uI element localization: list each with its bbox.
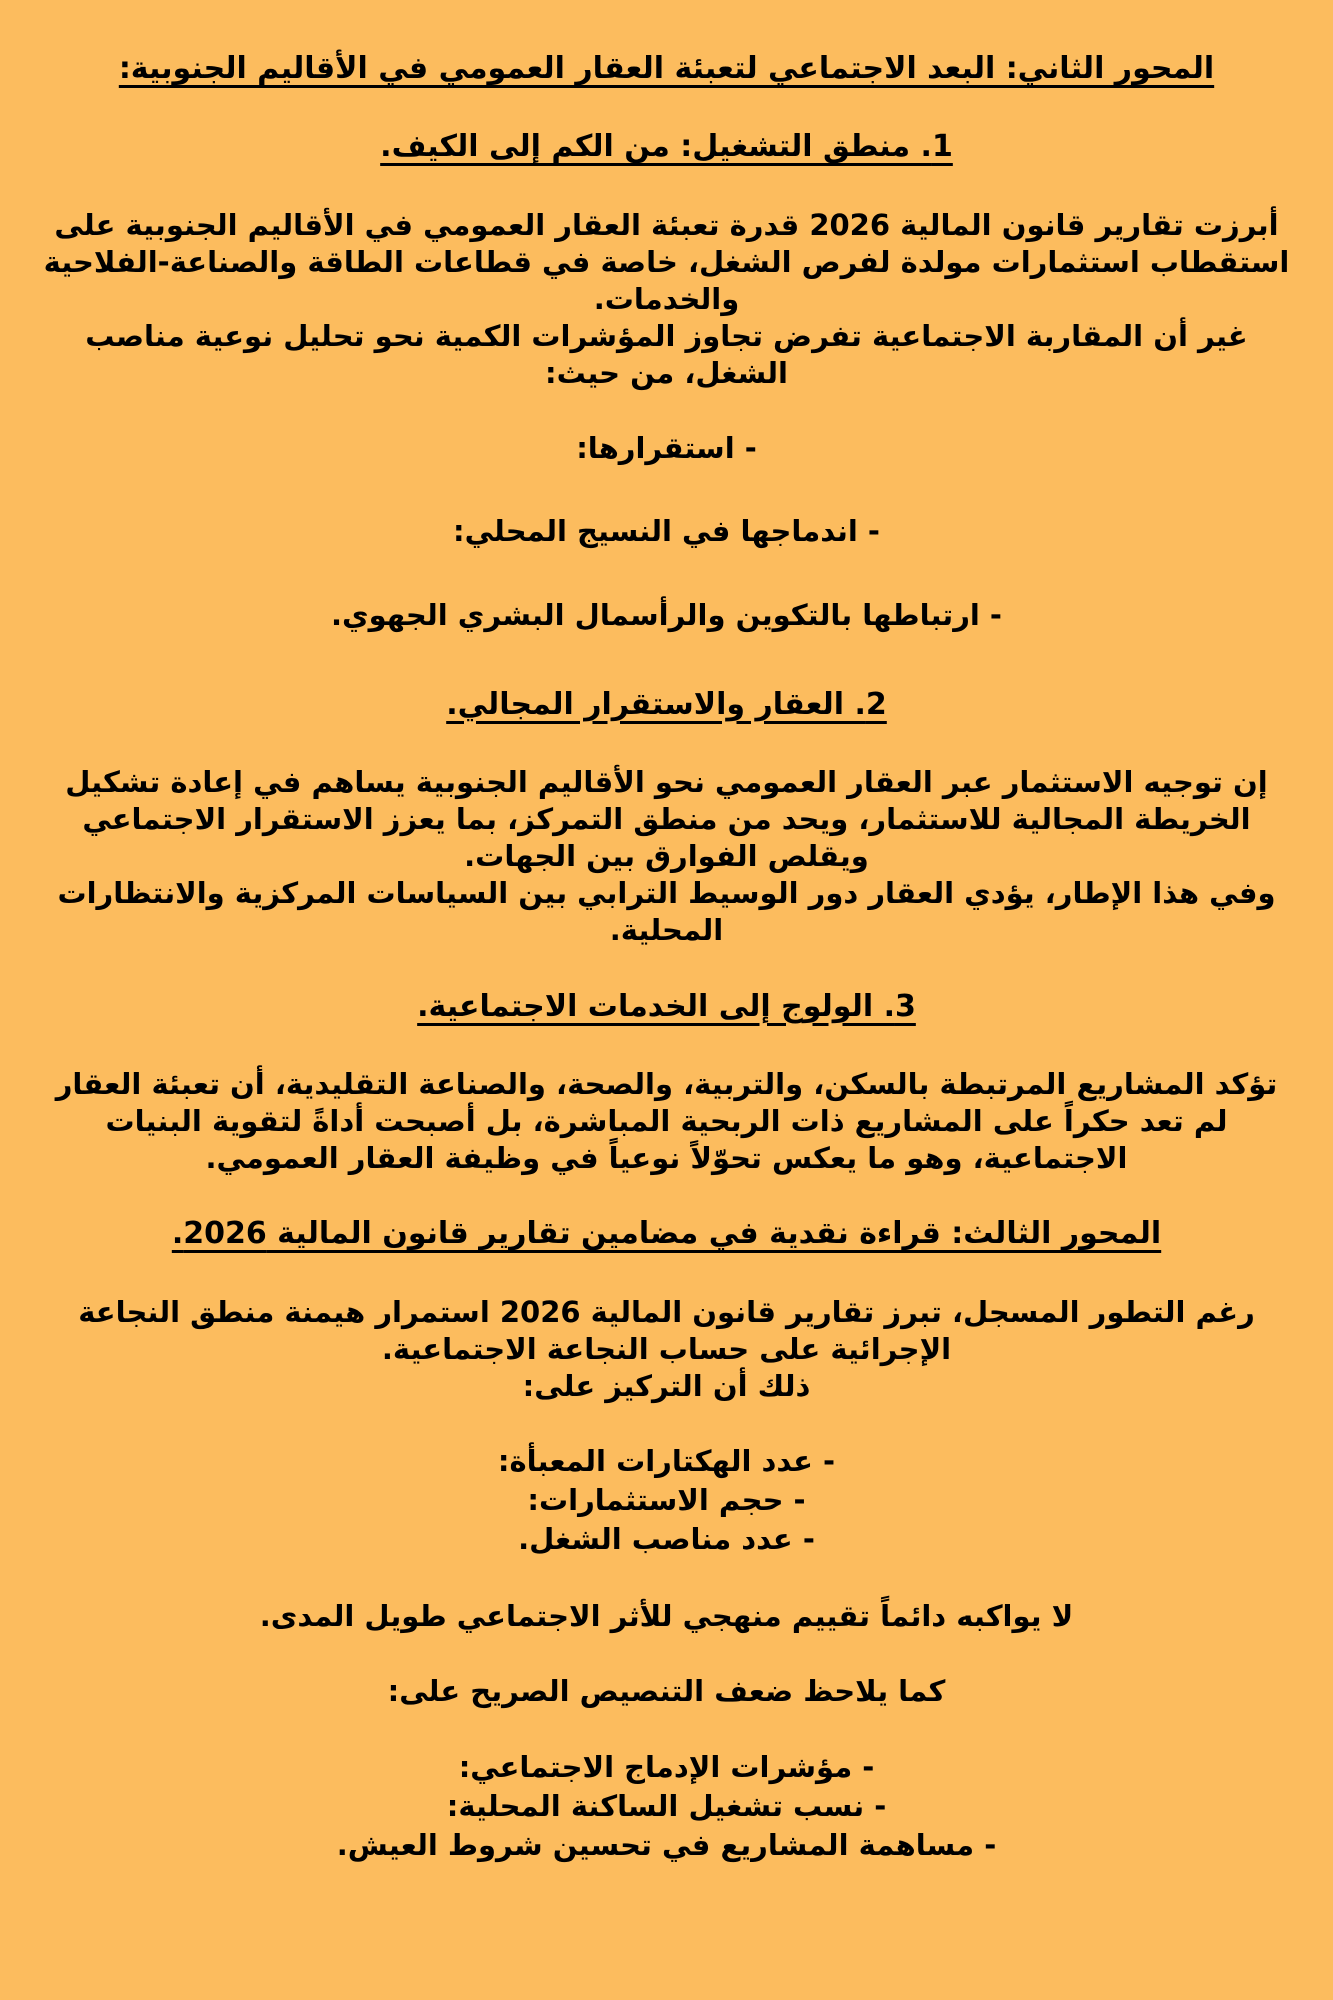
axis2-stability-paragraph (42, 764, 1291, 950)
axis3-heading: المحور الثالث: قراءة نقدية في مضامين تقارير قانون المالية 2026. (171, 1216, 1162, 1252)
axis2-stability-heading: 2. العقار والاستقرار المجالي. (446, 686, 887, 722)
paragraph-sentence: رغم التطور المسجل، تبرز تقارير قانون المالية 2026 استمرار هيمنة منطق النجاعة الإجرائية على حساب النجاعة الاجتماعية. (78, 1294, 1255, 1366)
paragraph-sentence: ذلك أن التركيز على: (522, 1368, 811, 1403)
axis3-focus-list (42, 1443, 1291, 1558)
axis2-quality-aspects-list (42, 430, 1291, 633)
list-item: - نسب تشغيل الساكنة المحلية: (446, 1788, 887, 1823)
paragraph-sentence: تؤكد المشاريع المرتبطة بالسكن، والتربية، والصحة، والصناعة التقليدية، أن تعبئة العقار لم تعد حكراً على المشاريع ذات الربحية المباشرة، بل أصبحت أداةً لتقوية البنيات الاجتماعية، وهو ما يعكس تحوّلاً نوعياً في وظيفة العقار العمومي. (55, 1066, 1278, 1176)
axis2-access-heading: 3. الولوج إلى الخدمات الاجتماعية. (417, 988, 916, 1024)
list-item: - اندماجها في النسيج المحلي: (453, 514, 880, 549)
list-item: - مساهمة المشاريع في تحسين شروط العيش. (336, 1827, 997, 1862)
list-item: - استقرارها: (576, 431, 757, 466)
paragraph-sentence: غير أن المقاربة الاجتماعية تفرض تجاوز المؤشرات الكمية نحو تحليل نوعية مناصب الشغل، من حيث: (85, 319, 1248, 391)
list-item: - ارتباطها بالتكوين والرأسمال البشري الجهوي. (331, 597, 1002, 632)
list-item: - مؤشرات الإدماج الاجتماعي: (458, 1749, 875, 1784)
list-item: - عدد مناصب الشغل. (518, 1522, 815, 1557)
axis3-paragraph (42, 1294, 1291, 1405)
list-item: - حجم الاستثمارات: (527, 1483, 806, 1518)
axis2-access-paragraph (42, 1066, 1291, 1177)
axis3-weakness-list (42, 1749, 1291, 1864)
axis2-heading: المحور الثاني: البعد الاجتماعي لتعبئة العقار العمومي في الأقاليم الجنوبية: (118, 51, 1215, 86)
axis2-operation-paragraph (42, 207, 1291, 393)
axis3-assessment-note: لا يواكبه دائماً تقييم منهجي للأثر الاجتماعي طويل المدى. (259, 1599, 1074, 1634)
axis2-operation-heading: 1. منطق التشغيل: من الكم إلى الكيف. (380, 129, 953, 165)
paragraph-sentence: أبرزت تقارير قانون المالية 2026 قدرة تعبئة العقار العمومي في الأقاليم الجنوبية على استقطاب استثمارات مولدة لفرص الشغل، خاصة في قطاعات الطاقة والصناعة-الفلاحية والخدمات. (43, 207, 1290, 316)
paragraph-sentence: وفي هذا الإطار، يؤدي العقار دور الوسيط الترابي بين السياسات المركزية والانتظارات المحلية. (57, 876, 1276, 948)
paragraph-sentence: إن توجيه الاستثمار عبر العقار العمومي نحو الأقاليم الجنوبية يساهم في إعادة تشكيل الخريطة المجالية للاستثمار، ويحد من منطق التمركز، بما يعزز الاستقرار الاجتماعي ويقلص الفوارق بين الجهات. (65, 765, 1268, 874)
axis3-weakness-note: كما يلاحظ ضعف التنصيص الصريح على: (387, 1674, 946, 1709)
list-item: - عدد الهكتارات المعبأة: (497, 1444, 836, 1479)
